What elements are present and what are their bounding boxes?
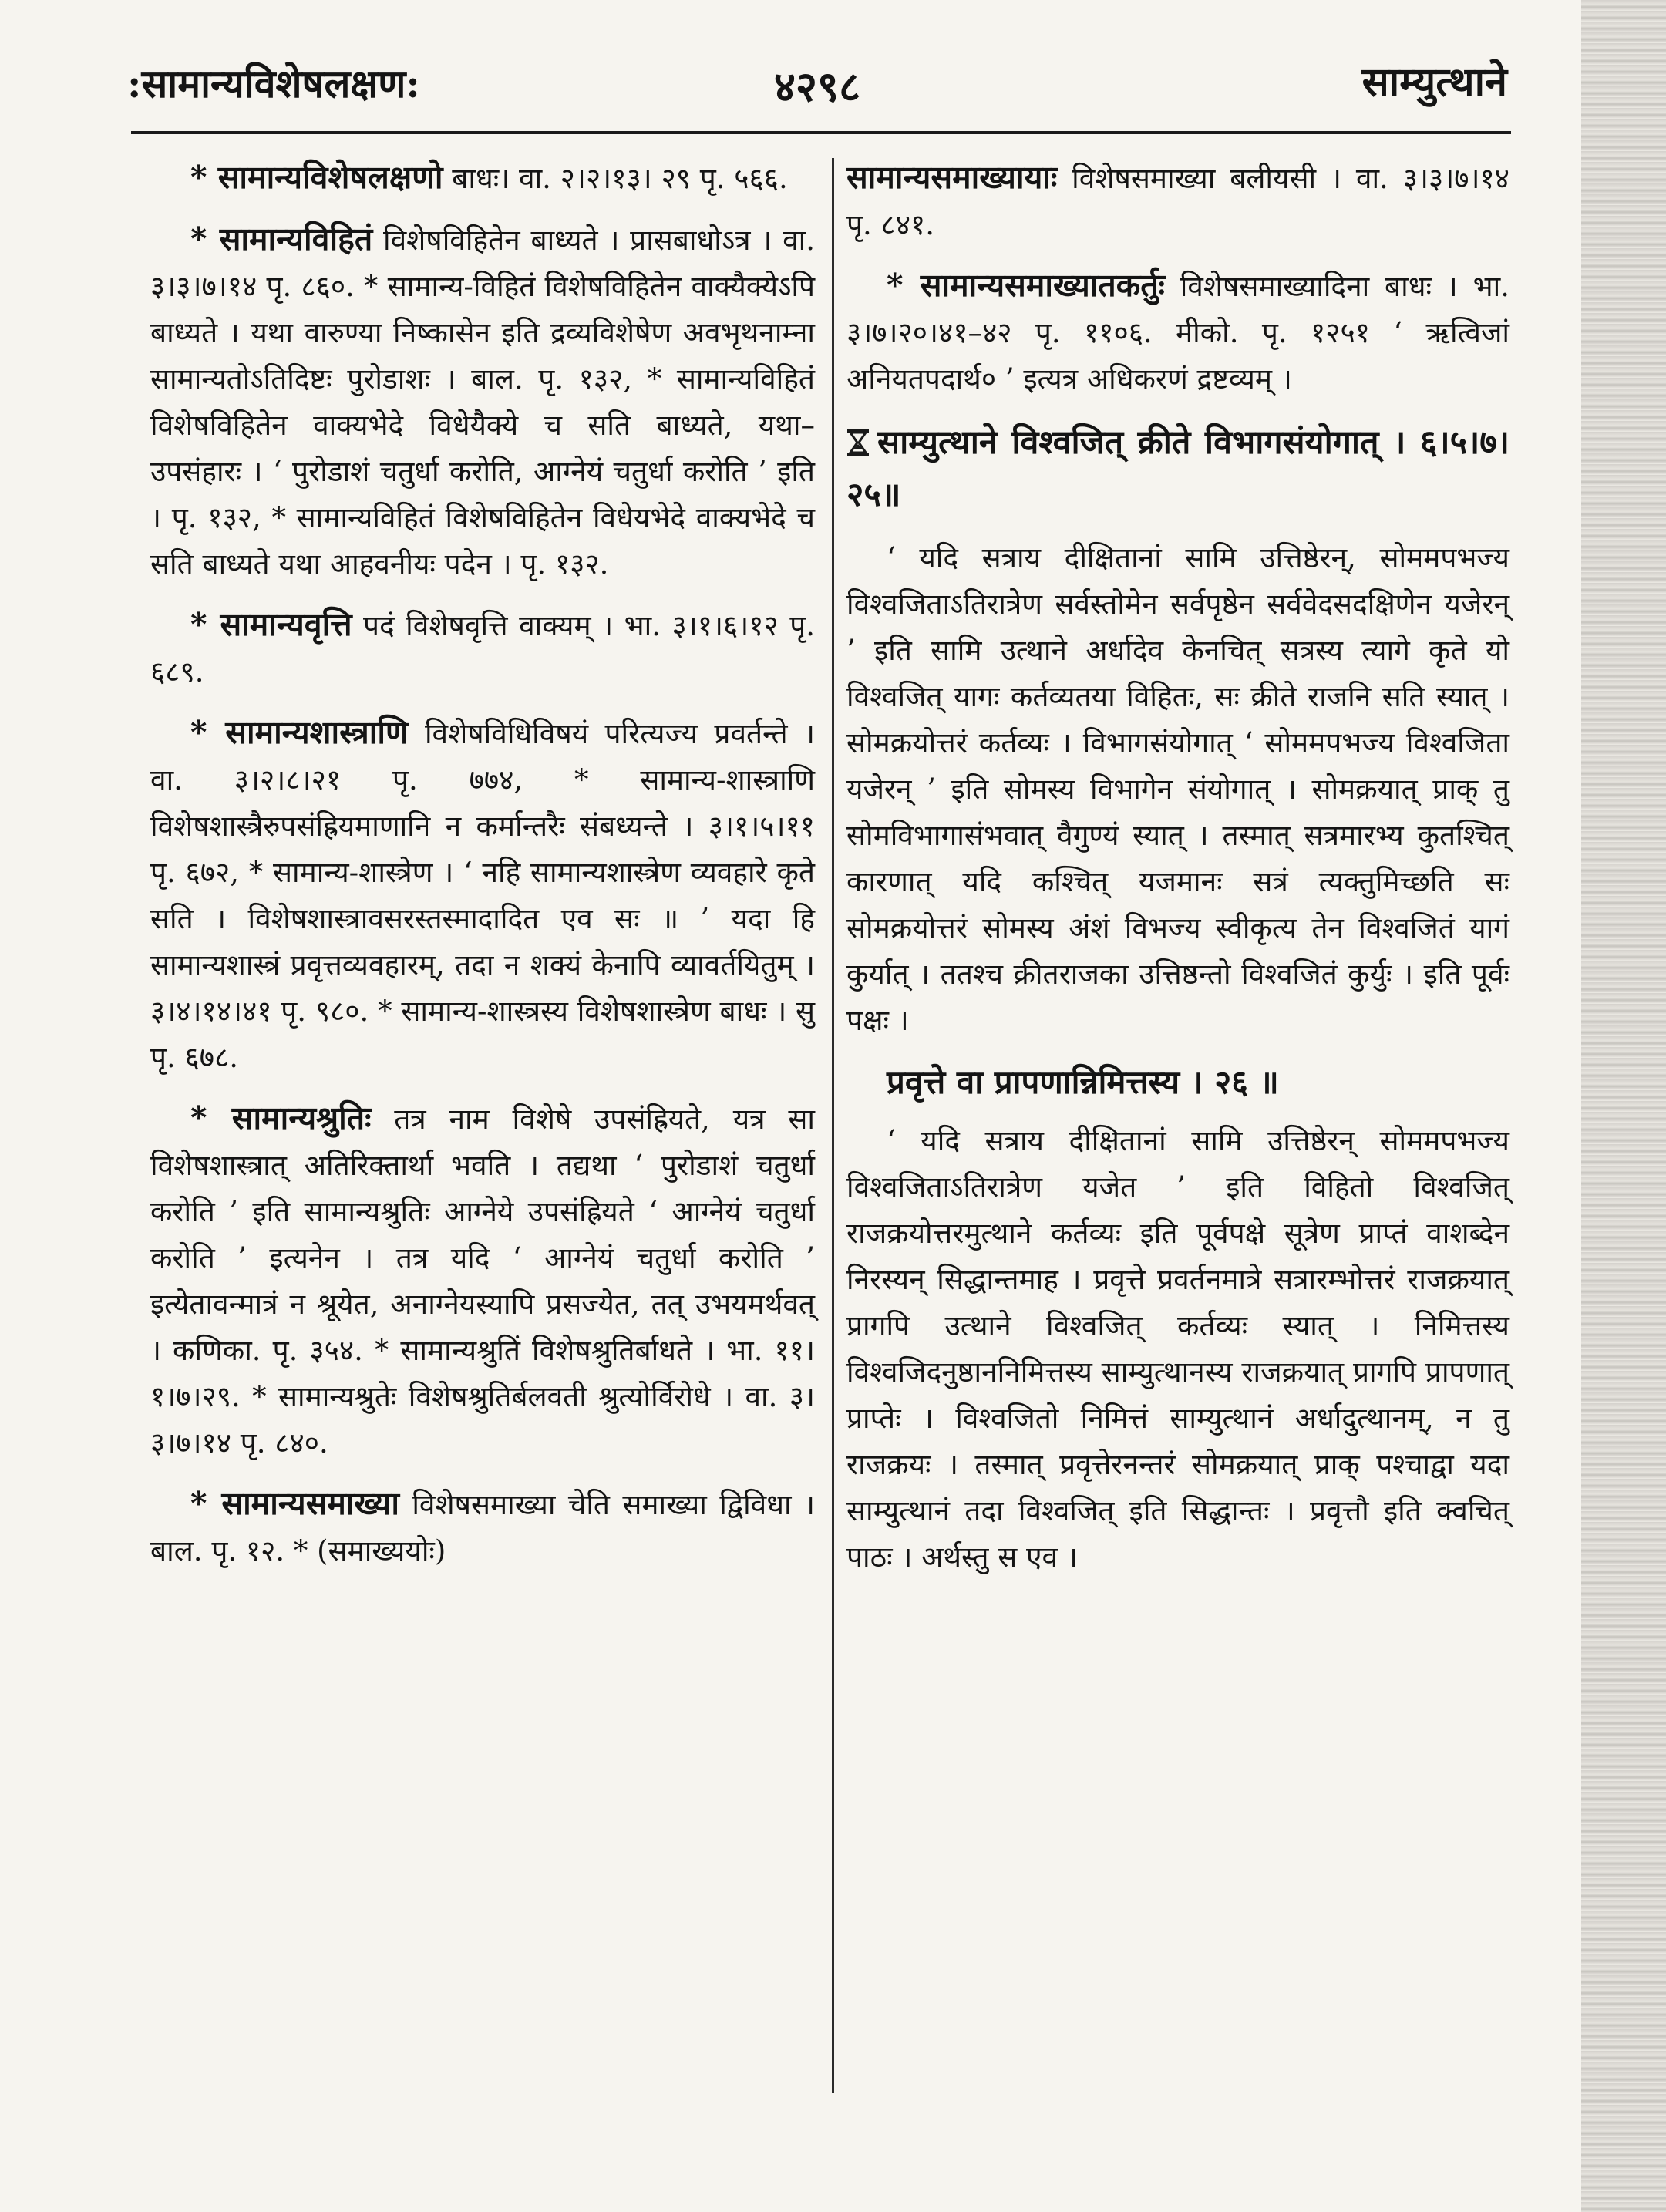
entry-text: विशेषसमाख्या चेति समाख्या द्विविधा । बाल. पृ. १२. * (समाख्ययोः): [150, 1488, 815, 1567]
entry-paragraph: [150, 1480, 815, 1574]
header-right-entry: साम्युत्थाने: [1361, 59, 1507, 106]
entry-text: विशेषविधिविषयं परित्यज्य प्रवर्तन्ते । वा. ३।२।८।२१ पृ. ७७४, * सामान्य-शास्त्राणि विशेषशास्त्रैरुपसंह्रियमाणानि न कर्मान्तरैः संबध्यन्ते । ३।१।५।११ पृ. ६७२, * सामान्य-शास्त्रेण । ‘ नहि सामान्यशास्त्रेण व्यवहारे कृते सति । विशेषशास्त्रावसरस्तस्मादादित एव सः ॥ ’ यदा हि सामान्यशास्त्रं प्रवृत्तव्यवहारम्, तदा न शक्यं केनापि व्यावर्तयितुम् । ३।४।१४।४१ पृ. ९८०. * सामान्य-शास्त्रस्य विशेषशास्त्रेण बाधः । सु पृ. ६७८.: [150, 717, 815, 1074]
page-number: ४२९८: [773, 62, 861, 111]
left-column: [150, 154, 815, 1588]
entry-paragraph: [150, 216, 815, 588]
entry-text: तत्र नाम विशेषे उपसंह्रियते, यत्र सा विशेषशास्त्रात् अतिरिक्तार्था भवति । तद्यथा ‘ पुरोडाशं चतुर्धा करोति ’ इति सामान्यश्रुतिः आग्नेये उपसंह्रियते ‘ आग्नेयं चतुर्धा करोति ’ इत्यनेन । तत्र यदि ‘ आग्नेयं चतुर्धा करोति ’ इत्येतावन्मात्रं न श्रूयेत, अनाग्नेयस्यापि प्रसज्येत, तत् उभयमर्थवत् । कणिका. पृ. ३५४. * सामान्यश्रुतिं विशेषश्रुतिर्बाधते । भा. ११।१।७।२९. * सामान्यश्रुतेः विशेषश्रुतिर्बलवती श्रुत्योर्विरोधे । वा. ३।३।७।१४ पृ. ८४०.: [150, 1103, 815, 1460]
entry-text: पदं विशेषवृत्ति वाक्यम् । भा. ३।१।६।१२ पृ. ६८९.: [150, 609, 816, 689]
right-column: [846, 154, 1509, 1594]
commentary-paragraph: ‘ यदि सत्राय दीक्षितानां सामि उत्तिष्ठेरन्, सोममपभज्य विश्वजिताऽतिरात्रेण सर्वस्तोमेन सर्वपृष्ठेन सर्ववेदसदक्षिणेन यजेरन् ’ इति सामि उत्थाने अर्धादेव केनचित् सत्रस्य त्यागे कृते यो विश्वजित् यागः कर्तव्यतया विहितः, सः क्रीते राजनि सति स्यात् । सोमक्रयोत्तरं कर्तव्यः । विभागसंयोगात् ‘ सोममपभज्य विश्वजिता यजेरन् ’ इति सोमस्य विभागेन संयोगात् । सोमक्रयात् प्राक् तु सोमविभागासंभवात् वैगुण्यं स्यात् । तस्मात् सत्रमारभ्य कुतश्चित् कारणात् यदि कश्चित् यजमानः सत्रं त्यक्तुमिच्छति सः सोमक्रयोत्तरं सोमस्य अंशं विभज्य स्वीकृत्य तेन विश्वजितं यागं कुर्यात् । ततश्च क्रीतराजका उत्तिष्ठन्तो विश्वजितं कुर्युः । इति पूर्वः पक्षः ।: [846, 541, 1509, 1037]
entry-head: * सामान्यवृत्ति: [190, 606, 352, 643]
entry-head: * सामान्यसमाख्यातकर्तुः: [887, 267, 1165, 304]
entry-head: * सामान्यशास्त्राणि: [190, 714, 409, 751]
entry-head: * सामान्यविहितं: [190, 221, 373, 258]
scanned-page-edge: [1581, 0, 1666, 2212]
header-left-entry: :सामान्यविशेषलक्षण:: [127, 61, 420, 106]
adhikarana-heading-text: साम्युत्थाने विश्वजित् क्रीते विभागसंयोगात् । ६।५।७।२५॥: [846, 423, 1509, 514]
entry-head: * सामान्यसमाख्या: [190, 1485, 399, 1522]
entry-paragraph: [150, 154, 815, 202]
entry-head: सामान्यसमाख्यायाः: [846, 159, 1058, 196]
entry-text: बाधः। वा. २।२।१३। २९ पृ. ५६६.: [443, 162, 788, 195]
entry-head: * सामान्यश्रुतिः: [190, 1099, 372, 1136]
hourglass-icon: [846, 429, 870, 456]
adhikarana-heading: [846, 416, 1509, 521]
entry-head: * सामान्यविशेषलक्षणो: [190, 159, 443, 196]
entry-paragraph: [150, 709, 815, 1081]
entry-text: विशेषसमाख्यादिना बाधः । भा. ३।७।२०।४१–४२ पृ. ११०६. मीको. पृ. १२५१ ‘ ऋत्विजां अनियतपदार्थ० ’ इत्यत्र अधिकरणं द्रष्टव्यम् ।: [846, 270, 1509, 396]
column-divider: [832, 158, 834, 2093]
entry-text: विशेषसमाख्या बलीयसी । वा. ३।३।७।१४ पृ. ८४१.: [846, 162, 1509, 241]
entry-paragraph: [846, 154, 1509, 248]
entry-paragraph: [150, 601, 815, 695]
entry-paragraph: [150, 1095, 815, 1466]
sutra-heading: प्रवृत्ते वा प्रापणान्निमित्तस्य । २६ ॥: [887, 1063, 1279, 1101]
entry-paragraph: [846, 262, 1509, 402]
running-header: [127, 42, 1507, 112]
entry-text: विशेषविहितेन बाध्यते । प्रासबाधोऽत्र । वा. ३।३।७।१४ पृ. ८६०. * सामान्य-विहितं विशेषविहितेन वाक्यैक्येऽपि बाध्यते । यथा वारुण्या निष्कासेन इति द्रव्यविशेषेण अवभृथनाम्ना सामान्यतोऽतिदिष्टः पुरोडाशः । बाल. पृ. १३२, * सामान्यविहितं विशेषविहितेन वाक्यभेदे विधेयैक्ये च सति बाध्यते, यथा– उपसंहारः । ‘ पुरोडाशं चतुर्धा करोति, आग्नेयं चतुर्धा करोति ’ इति । पृ. १३२, * सामान्यविहितं विशेषविहितेन विधेयभेदे वाक्यभेदे च सति बाध्यते यथा आहवनीयः पदेन । पृ. १३२.: [150, 224, 815, 581]
header-rule: [131, 131, 1511, 134]
commentary-paragraph: ‘ यदि सत्राय दीक्षितानां सामि उत्तिष्ठेरन् सोममपभज्य विश्वजिताऽतिरात्रेण यजेत ’ इति विहितो विश्वजित् राजक्रयोत्तरमुत्थाने कर्तव्यः इति पूर्वपक्षे सूत्रेण प्राप्तं वाशब्देन निरस्यन् सिद्धान्तमाह । प्रवृत्ते प्रवर्तनमात्रे सत्रारम्भोत्तरं राजक्रयात् प्रागपि उत्थाने विश्वजित् कर्तव्यः स्यात् । निमित्तस्य विश्वजिदनुष्ठाननिमित्तस्य साम्युत्थानस्य राजक्रयात् प्रागपि प्रापणात् प्राप्तेः । विश्वजितो निमित्तं साम्युत्थानं अर्धादुत्थानम्, न तु राजक्रयः । तस्मात् प्रवृत्तेरनन्तरं सोमक्रयात् प्राक् पश्चाद्वा यदा साम्युत्थानं तदा विश्वजित् इति सिद्धान्तः । प्रवृत्तौ इति क्वचित् पाठः । अर्थस्तु स एव ।: [846, 1124, 1509, 1574]
